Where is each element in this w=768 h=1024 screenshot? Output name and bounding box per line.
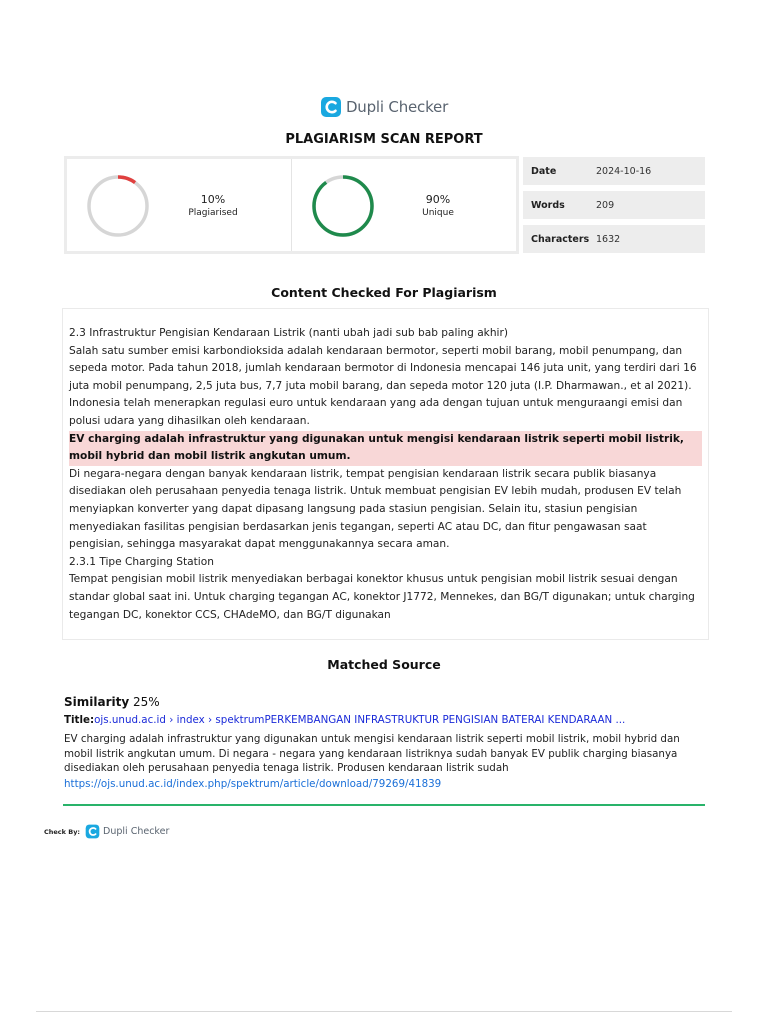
meta-words-value: 209: [596, 199, 615, 211]
content-paragraph: 2.3 Infrastruktur Pengisian Kendaraan Listrik (nanti ubah jadi sub bab paling akhir): [69, 327, 508, 339]
unique-ring-chart: [311, 174, 375, 238]
unique-ring-fill: [314, 177, 372, 235]
content-paragraph: Di negara-negara dengan banyak kendaraan listrik, tempat pengisian kendaraan listrik secara publik biasanya disediakan oleh perusahaan penyedia tenaga listrik. Untuk membuat pengisian EV lebih mudah, produsen EV telah menyiapkan konverter yang dapat dipasang langsung pada stasiun pengisian. Selain itu, stasiun pengisian menyediakan fasilitas pengisian berdasarkan jenis tegangan, seperti AC atau DC, dan fitur pengawasan saat pengisian, sehingga masyarakat dapat menggunakannya secara aman.: [69, 467, 682, 551]
content-paragraph: Tempat pengisian mobil listrik menyediakan berbagai konektor khusus untuk pengisian mobil listrik sesuai dengan standar global saat ini. Untuk charging tegangan AC, konektor J1772, Mennekes, dan BG/T digunakan; untuk charging tegangan DC, konektor CCS, CHAdeMO, dan BG/T digunakan: [69, 573, 695, 621]
unique-label: Unique: [422, 208, 454, 218]
meta-words-label: Words: [531, 199, 565, 211]
matched-source-title: Matched Source: [327, 657, 441, 672]
meta-characters-value: 1632: [596, 233, 621, 245]
similarity-score: [64, 695, 160, 709]
content-paragraph: 2.3.1 Tipe Charging Station: [69, 555, 214, 568]
score-summary: [64, 156, 519, 254]
report-title: PLAGIARISM SCAN REPORT: [285, 132, 483, 147]
plagiarised-sentence: EV charging adalah infrastruktur yang digunakan untuk mengisi kendaraan listrik seperti mobil listrik, mobil hybrid dan mobil listrik angkutan umum.: [69, 431, 702, 466]
brand-logo: [0, 96, 768, 118]
unique-score: [291, 159, 516, 251]
similarity-label: Similarity: [64, 695, 130, 709]
plagiarised-label: Plagiarised: [188, 208, 238, 218]
check-by-label: Check By:: [44, 827, 81, 836]
source-title-link[interactable]: ojs.unud.ac.id › index › spektrumPERKEMBANGAN INFRASTRUKTUR PENGISIAN BATERAI KENDARAAN ...: [94, 714, 626, 726]
meta-date-value: 2024-10-16: [596, 165, 652, 177]
check-by-logo-text: Dupli Checker: [103, 826, 170, 837]
checked-content: [62, 308, 709, 640]
dupli-checker-logo-icon: [320, 96, 342, 118]
meta-date-label: Date: [531, 165, 557, 177]
plagiarised-ring-chart: [86, 174, 150, 238]
content-section-title: Content Checked For Plagiarism: [271, 285, 497, 300]
meta-date: [523, 157, 705, 185]
section-divider: [63, 804, 705, 806]
meta-characters-label: Characters: [531, 233, 590, 245]
plagiarised-score: [67, 159, 291, 251]
brand-logo-text: Dupli Checker: [345, 98, 449, 116]
source-title-label: Title:: [64, 714, 95, 726]
check-by-footer: [44, 824, 169, 839]
source-url-link[interactable]: https://ojs.unud.ac.id/index.php/spektrum/article/download/79269/41839: [64, 778, 442, 790]
source-title: [64, 714, 709, 726]
page-bottom-divider: [36, 1011, 732, 1012]
plagiarised-percent: 10%: [200, 193, 226, 206]
dupli-checker-logo-icon: [85, 824, 100, 839]
source-snippet: EV charging adalah infrastruktur yang digunakan untuk mengisi kendaraan listrik seperti mobil listrik, mobil hybrid dan mobil listrik angkutan umum. Di negara - negara yang kendaraan listriknya sudah banyak EV publik charging biasanya disediakan oleh perusahaan penyedia tenaga listrik. Produsen kendaraan listrik sudah: [64, 733, 680, 774]
unique-percent: 90%: [425, 193, 451, 206]
meta-characters: [523, 225, 705, 253]
meta-words: [523, 191, 705, 219]
content-paragraph: Salah satu sumber emisi karbondioksida adalah kendaraan bermotor, seperti mobil barang, mobil penumpang, dan sepeda motor. Pada tahun 2018, jumlah kendaraan bermotor di Indonesia mencapai 146 juta unit, yang terdiri dari 16 juta mobil penumpang, 2,5 juta bus, 7,7 juta mobil barang, dan sepeda motor 120 juta (I.P. Dharmawan., et al 2021). Indonesia telah menerapkan regulasi euro untuk kendaraan yang ada dengan tujuan untuk menguraangi emisi dan polusi udara yang dihasilkan oleh kendaraan.: [69, 344, 697, 427]
similarity-value: 25%: [133, 695, 160, 709]
